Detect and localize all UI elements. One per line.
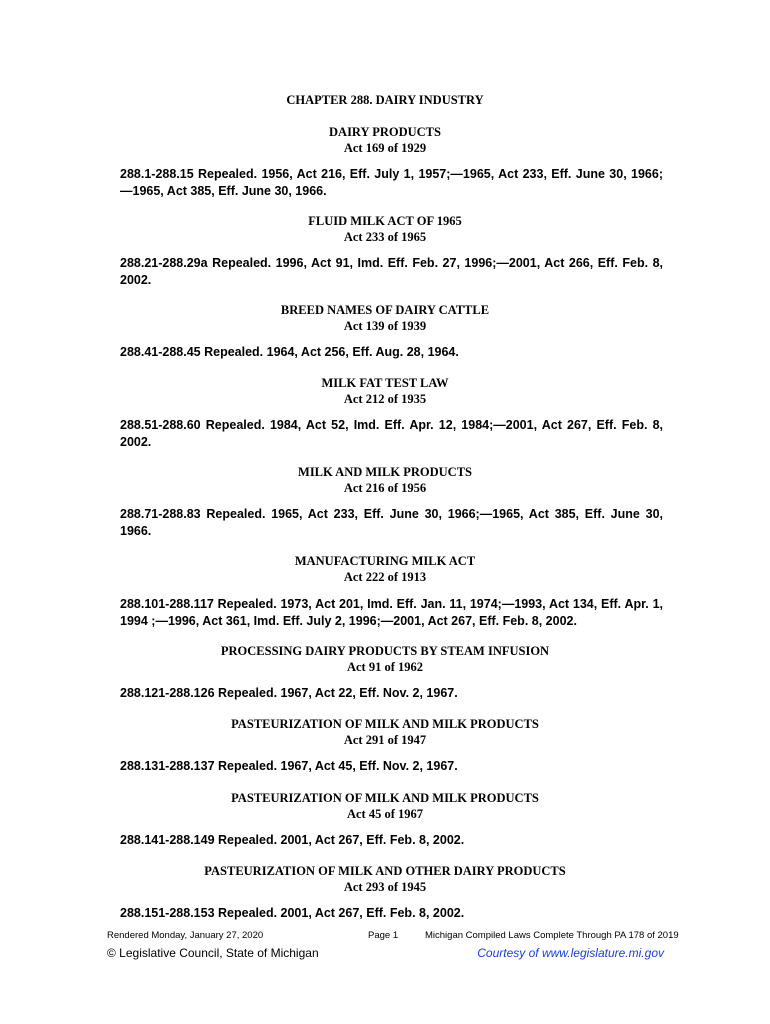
section-title: PASTEURIZATION OF MILK AND OTHER DAIRY PRODUCTS (204, 864, 566, 878)
section-entry: 288.51-288.60 Repealed. 1984, Act 52, Imd. Eff. Apr. 12, 1984;—2001, Act 267, Eff. Feb. 8, 2002. (120, 418, 663, 449)
section-heading (0, 643, 770, 675)
section-act: Act 212 of 1935 (343, 392, 427, 406)
section-entry: 288.151-288.153 Repealed. 2001, Act 267, Eff. Feb. 8, 2002. (120, 906, 465, 920)
section-title: MILK FAT TEST LAW (321, 376, 449, 390)
section-title: PASTEURIZATION OF MILK AND MILK PRODUCTS (231, 717, 539, 731)
section-entry: 288.41-288.45 Repealed. 1964, Act 256, Eff. Aug. 28, 1964. (120, 345, 459, 359)
section-act: Act 291 of 1947 (343, 733, 427, 747)
footer-compiled-through: Michigan Compiled Laws Complete Through PA 178 of 2019 (425, 930, 679, 941)
section-entry: 288.131-288.137 Repealed. 1967, Act 45, Eff. Nov. 2, 1967. (120, 759, 458, 773)
section-act: Act 233 of 1965 (343, 230, 427, 244)
section-title: MILK AND MILK PRODUCTS (298, 465, 472, 479)
section-act: Act 293 of 1945 (343, 880, 427, 894)
section-entry: 288.141-288.149 Repealed. 2001, Act 267, Eff. Feb. 8, 2002. (120, 833, 465, 847)
section-heading (0, 375, 770, 407)
section-heading (0, 124, 770, 156)
section-entry: 288.101-288.117 Repealed. 1973, Act 201, Imd. Eff. Jan. 11, 1974;—1993, Act 134, Eff. Apr. 1, 1994 ;—1996, Act 361, Imd. Eff. July 2, 1996;—2001, Act 267, Eff. Feb. 8, 2002. (120, 597, 663, 628)
section-heading (0, 213, 770, 245)
section-act: Act 139 of 1939 (343, 319, 427, 333)
section-title: PASTEURIZATION OF MILK AND MILK PRODUCTS (231, 791, 539, 805)
section-act: Act 222 of 1913 (343, 570, 427, 584)
section-title: BREED NAMES OF DAIRY CATTLE (280, 303, 490, 317)
section-title: PROCESSING DAIRY PRODUCTS BY STEAM INFUSION (220, 644, 550, 658)
footer-page-number: Page 1 (368, 930, 399, 941)
section-entry: 288.1-288.15 Repealed. 1956, Act 216, Eff. July 1, 1957;—1965, Act 233, Eff. June 30, 1966;—1965, Act 385, Eff. June 30, 1966. (120, 167, 663, 198)
section-act: Act 91 of 1962 (346, 660, 424, 674)
section-entry: 288.21-288.29a Repealed. 1996, Act 91, Imd. Eff. Feb. 27, 1996;—2001, Act 266, Eff. Feb. 8, 2002. (120, 256, 663, 287)
section-title: DAIRY PRODUCTS (329, 125, 441, 139)
section-entry: 288.121-288.126 Repealed. 1967, Act 22, Eff. Nov. 2, 1967. (120, 686, 458, 700)
section-title: MANUFACTURING MILK ACT (294, 554, 476, 568)
footer-copyright: © Legislative Council, State of Michigan (107, 946, 319, 960)
section-title: FLUID MILK ACT OF 1965 (308, 214, 462, 228)
section-heading (0, 302, 770, 334)
chapter-title: CHAPTER 288. DAIRY INDUSTRY (286, 93, 484, 107)
footer-courtesy-link[interactable]: Courtesy of www.legislature.mi.gov (477, 946, 664, 960)
footer-rendered-date: Rendered Monday, January 27, 2020 (107, 930, 264, 941)
section-heading (0, 790, 770, 822)
section-entry: 288.71-288.83 Repealed. 1965, Act 233, Eff. June 30, 1966;—1965, Act 385, Eff. June 30, 1966. (120, 507, 663, 538)
section-heading (0, 553, 770, 585)
section-heading (0, 464, 770, 496)
section-act: Act 216 of 1956 (343, 481, 427, 495)
section-act: Act 45 of 1967 (346, 807, 424, 821)
section-heading (0, 863, 770, 895)
section-act: Act 169 of 1929 (343, 141, 427, 155)
section-heading (0, 716, 770, 748)
